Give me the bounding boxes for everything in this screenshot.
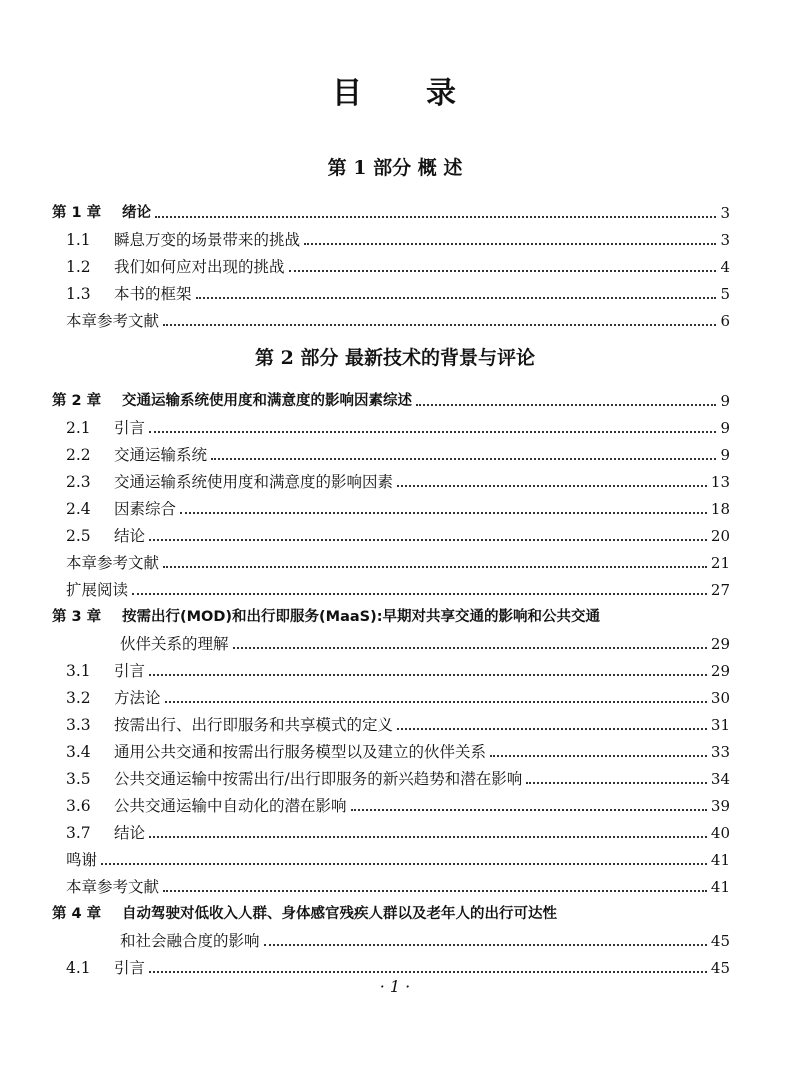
toc-entry-heading bbox=[52, 607, 600, 627]
toc-entry[interactable] bbox=[52, 708, 730, 735]
toc-entry-heading bbox=[66, 769, 522, 789]
toc-entry-page: 33 bbox=[710, 743, 730, 761]
toc-entry[interactable] bbox=[52, 573, 730, 600]
toc-dot-leader bbox=[304, 242, 716, 245]
toc-dot-leader bbox=[163, 323, 716, 326]
toc-entry-label: 公共交通运输中按需出行/出行即服务的新兴趋势和潜在影响 bbox=[114, 770, 523, 788]
toc-entry-label: 交通运输系统 bbox=[114, 446, 208, 464]
toc-dot-leader bbox=[526, 781, 707, 784]
toc-entry-number: 3.6 bbox=[66, 797, 91, 815]
page-number: · 1 · bbox=[379, 977, 411, 996]
toc-entry-number: 2.5 bbox=[66, 527, 91, 545]
toc-entry-page: 29 bbox=[710, 635, 730, 653]
toc-entry-label: 按需出行、出行即服务和共享模式的定义 bbox=[114, 716, 394, 734]
toc-entry[interactable] bbox=[52, 654, 730, 681]
toc-entry-heading bbox=[66, 823, 145, 843]
toc-dot-leader bbox=[180, 511, 707, 514]
toc-entry[interactable] bbox=[52, 789, 730, 816]
toc-entry-page: 21 bbox=[710, 554, 730, 572]
toc-entry-page: 30 bbox=[710, 689, 730, 707]
toc-chapter-entry[interactable] bbox=[52, 196, 730, 223]
toc-chapter-entry[interactable] bbox=[52, 897, 730, 924]
toc-entry-heading bbox=[66, 742, 486, 762]
toc-dot-leader bbox=[149, 835, 707, 838]
toc-dot-leader bbox=[163, 565, 707, 568]
toc-entry[interactable] bbox=[52, 492, 730, 519]
toc-entry-heading bbox=[66, 877, 159, 897]
toc-dot-leader bbox=[490, 754, 707, 757]
toc-entry-heading bbox=[66, 526, 145, 546]
toc-entry-number: 3.2 bbox=[66, 689, 91, 707]
toc-chapter-entry[interactable] bbox=[52, 600, 730, 627]
toc-entry[interactable] bbox=[52, 816, 730, 843]
toc-dot-leader bbox=[211, 457, 716, 460]
toc-entry-number: 3.7 bbox=[66, 824, 91, 842]
toc-entry-label: 引言 bbox=[114, 959, 146, 977]
toc-entry-page: 18 bbox=[710, 500, 730, 518]
toc-entry[interactable] bbox=[52, 223, 730, 250]
toc-entry-heading bbox=[66, 580, 128, 600]
toc-entry-page: 4 bbox=[720, 258, 730, 276]
toc-entry[interactable] bbox=[52, 519, 730, 546]
toc-entry-page: 45 bbox=[710, 959, 730, 977]
part-heading-1: 第 1 部分 概 述 bbox=[327, 157, 463, 179]
toc-dot-leader bbox=[165, 700, 707, 703]
toc-dot-leader bbox=[233, 646, 707, 649]
toc-entry-label: 结论 bbox=[114, 527, 146, 545]
toc-entry-label: 绪论 bbox=[122, 205, 151, 221]
toc-entry-label: 交通运输系统使用度和满意度的影响因素综述 bbox=[122, 393, 412, 409]
toc-dot-leader bbox=[196, 296, 717, 299]
toc-entry-page: 39 bbox=[710, 797, 730, 815]
toc-entry-label: 通用公共交通和按需出行服务模型以及建立的伙伴关系 bbox=[114, 743, 487, 761]
toc-entry-number: 2.4 bbox=[66, 500, 91, 518]
toc-entry-heading bbox=[66, 418, 145, 438]
toc-dot-leader bbox=[163, 889, 707, 892]
toc-dot-leader bbox=[149, 538, 707, 541]
toc-entry-page: 3 bbox=[720, 204, 730, 222]
toc-entry-page: 13 bbox=[710, 473, 730, 491]
toc-entry-heading bbox=[66, 850, 97, 870]
part-heading-2: 第 2 部分 最新技术的背景与评论 bbox=[254, 347, 536, 369]
toc-dot-leader bbox=[397, 727, 707, 730]
toc-entry-number: 1.3 bbox=[66, 285, 91, 303]
toc-entry-heading bbox=[66, 499, 176, 519]
toc-entry-label: 本书的框架 bbox=[114, 285, 192, 303]
toc-entry-page: 27 bbox=[710, 581, 730, 599]
toc-entry-page: 40 bbox=[710, 824, 730, 842]
toc-entry[interactable] bbox=[52, 438, 730, 465]
toc-entry-heading bbox=[66, 445, 207, 465]
toc-entry-heading bbox=[66, 257, 285, 277]
page-title bbox=[0, 68, 790, 112]
toc-entry-heading bbox=[120, 931, 260, 951]
toc-entry-page: 31 bbox=[710, 716, 730, 734]
toc-entry-label: 引言 bbox=[114, 419, 146, 437]
toc-entry-page: 5 bbox=[720, 285, 730, 303]
toc-entry-page: 34 bbox=[710, 770, 730, 788]
toc-entry-heading bbox=[52, 203, 151, 223]
toc-entry-number: 2.3 bbox=[66, 473, 91, 491]
toc-dot-leader bbox=[416, 403, 716, 406]
toc-entry[interactable] bbox=[52, 250, 730, 277]
toc-entry-page: 6 bbox=[720, 312, 730, 330]
toc-entry-page: 45 bbox=[710, 932, 730, 950]
toc-entry[interactable] bbox=[52, 627, 730, 654]
toc-entry-page: 41 bbox=[710, 851, 730, 869]
toc-entry-page: 9 bbox=[720, 392, 730, 410]
toc-entry-number: 3.4 bbox=[66, 743, 91, 761]
toc-entry-heading bbox=[66, 230, 300, 250]
toc-entry[interactable] bbox=[52, 681, 730, 708]
toc-entry-heading bbox=[66, 553, 159, 573]
toc-entry-heading bbox=[66, 472, 393, 492]
toc-entry-heading bbox=[66, 715, 393, 735]
toc-entry-label: 公共交通运输中自动化的潜在影响 bbox=[114, 797, 347, 815]
toc-entry[interactable] bbox=[52, 762, 730, 789]
toc-entry-heading bbox=[120, 634, 229, 654]
toc-entry-heading bbox=[52, 904, 557, 924]
toc-entry-number: 3.3 bbox=[66, 716, 91, 734]
toc-entry-heading bbox=[66, 958, 145, 978]
toc-entry[interactable] bbox=[52, 546, 730, 573]
toc-dot-leader bbox=[155, 215, 716, 218]
toc-entry-number: 第 3 章 bbox=[52, 609, 102, 625]
toc-entry-label: 引言 bbox=[114, 662, 146, 680]
toc-entry-label: 因素综合 bbox=[114, 500, 177, 518]
toc-entry-heading bbox=[66, 661, 145, 681]
toc-entry-label: 瞬息万变的场景带来的挑战 bbox=[114, 231, 301, 249]
toc-entry-number: 2.1 bbox=[66, 419, 91, 437]
toc-dot-leader bbox=[149, 970, 707, 973]
toc-dot-leader bbox=[132, 592, 707, 595]
toc-entry-number: 2.2 bbox=[66, 446, 91, 464]
toc-entry[interactable] bbox=[52, 304, 730, 331]
toc-entry[interactable] bbox=[52, 924, 730, 951]
toc-dot-leader bbox=[264, 943, 707, 946]
toc-entry[interactable] bbox=[52, 277, 730, 304]
toc-entry-heading bbox=[66, 688, 161, 708]
toc-entry-label: 本章参考文献 bbox=[66, 312, 160, 330]
toc-entry-number: 4.1 bbox=[66, 959, 91, 977]
title-char-right: 录 bbox=[426, 76, 458, 111]
toc-entry-label: 自动驾驶对低收入人群、身体感官残疾人群以及老年人的出行可达性 bbox=[122, 906, 557, 922]
toc-entry[interactable] bbox=[52, 411, 730, 438]
toc-entry-label: 扩展阅读 bbox=[66, 581, 129, 599]
toc-dot-leader bbox=[397, 484, 707, 487]
toc-entry-number: 第 4 章 bbox=[52, 906, 102, 922]
title-char-left: 目 bbox=[332, 76, 364, 111]
toc-entry[interactable] bbox=[52, 951, 730, 978]
toc-entry-page: 9 bbox=[720, 446, 730, 464]
toc-entry-heading bbox=[66, 311, 159, 331]
toc-entry-label: 伙伴关系的理解 bbox=[120, 635, 229, 653]
toc-entry-label: 交通运输系统使用度和满意度的影响因素 bbox=[114, 473, 394, 491]
toc-dot-leader bbox=[351, 808, 707, 811]
toc-entry-heading bbox=[52, 391, 412, 411]
toc-dot-leader bbox=[149, 673, 707, 676]
toc-entry-page: 29 bbox=[710, 662, 730, 680]
toc-entry-label: 本章参考文献 bbox=[66, 878, 160, 896]
toc-entry-number: 1.2 bbox=[66, 258, 91, 276]
toc-dot-leader bbox=[289, 269, 717, 272]
toc-entry-number: 3.1 bbox=[66, 662, 91, 680]
toc-dot-leader bbox=[149, 430, 716, 433]
toc-entry-heading bbox=[66, 796, 347, 816]
toc-entry-page: 41 bbox=[710, 878, 730, 896]
toc-entry-number: 第 1 章 bbox=[52, 205, 102, 221]
toc-entry-label: 方法论 bbox=[114, 689, 161, 707]
toc-entry-label: 鸣谢 bbox=[66, 851, 98, 869]
toc-chapter-entry[interactable] bbox=[52, 384, 730, 411]
toc-entry-number: 3.5 bbox=[66, 770, 91, 788]
toc-entry-number: 第 2 章 bbox=[52, 393, 102, 409]
toc-entry-label: 和社会融合度的影响 bbox=[120, 932, 260, 950]
toc-dot-leader bbox=[101, 862, 707, 865]
toc-entry-page: 3 bbox=[720, 231, 730, 249]
toc-entry-number: 1.1 bbox=[66, 231, 91, 249]
toc-entry-page: 20 bbox=[710, 527, 730, 545]
toc-entry[interactable] bbox=[52, 843, 730, 870]
toc-entry-label: 结论 bbox=[114, 824, 146, 842]
toc-entry-label: 按需出行(MOD)和出行即服务(MaaS):早期对共享交通的影响和公共交通 bbox=[122, 609, 601, 625]
toc-entry-heading bbox=[66, 284, 192, 304]
toc-entry[interactable] bbox=[52, 465, 730, 492]
toc-entry-page: 9 bbox=[720, 419, 730, 437]
toc-entry[interactable] bbox=[52, 735, 730, 762]
toc-entry-label: 我们如何应对出现的挑战 bbox=[114, 258, 285, 276]
toc-entry-label: 本章参考文献 bbox=[66, 554, 160, 572]
toc-entry[interactable] bbox=[52, 870, 730, 897]
